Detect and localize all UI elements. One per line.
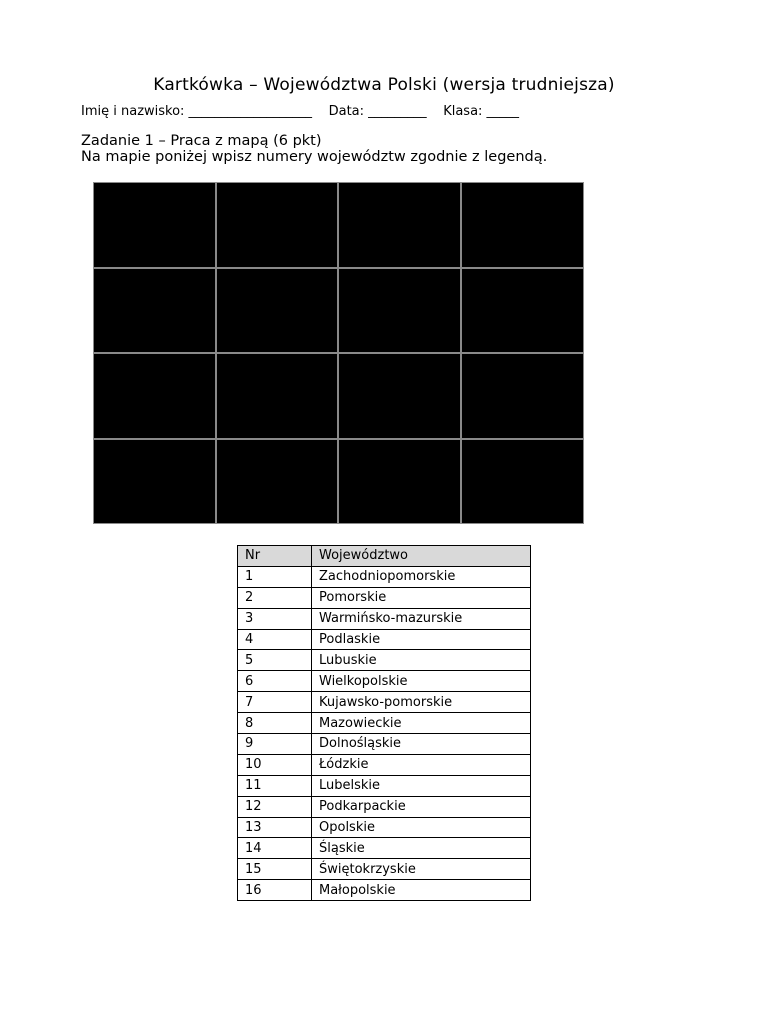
cell-voivodeship: Warmińsko-mazurskie [312,608,531,629]
cell-number: 5 [238,650,312,671]
column-header-nr: Nr [238,546,312,567]
map-area [93,182,584,524]
cell-voivodeship: Lubuskie [312,650,531,671]
table-row [238,587,531,608]
cell-number: 3 [238,608,312,629]
cell-number: 8 [238,713,312,734]
table-row [238,713,531,734]
cell-number: 12 [238,796,312,817]
task-title: Zadanie 1 – Praca z mapą (6 pkt) [81,133,322,149]
table-row [238,838,531,859]
cell-voivodeship: Śląskie [312,838,531,859]
table-row [238,817,531,838]
column-header-voivodeship: Województwo [312,546,531,567]
table-row [238,608,531,629]
table-row [238,880,531,901]
cell-voivodeship: Podlaskie [312,629,531,650]
cell-number: 6 [238,671,312,692]
table-row [238,671,531,692]
student-info-line [81,104,519,119]
cell-number: 14 [238,838,312,859]
cell-voivodeship: Lubelskie [312,775,531,796]
class-field: Klasa: _____ [443,104,520,119]
cell-number: 13 [238,817,312,838]
table-row [238,734,531,755]
page-title: Kartkówka – Województwa Polski (wersja trudniejsza) [153,75,615,95]
cell-voivodeship: Zachodniopomorskie [312,566,531,587]
map-grid-line [94,267,583,269]
cell-number: 9 [238,734,312,755]
date-field: Data: _________ [328,104,427,119]
cell-voivodeship: Podkarpackie [312,796,531,817]
cell-voivodeship: Kujawsko-pomorskie [312,692,531,713]
cell-voivodeship: Łódzkie [312,754,531,775]
map-grid-line [94,352,583,354]
cell-number: 1 [238,566,312,587]
cell-number: 7 [238,692,312,713]
name-field: Imię i nazwisko: ___________________ [81,104,313,119]
cell-number: 16 [238,880,312,901]
table-row [238,629,531,650]
table-row [238,754,531,775]
cell-voivodeship: Dolnośląskie [312,734,531,755]
map-grid-line [94,438,583,440]
cell-number: 10 [238,754,312,775]
cell-voivodeship: Pomorskie [312,587,531,608]
cell-voivodeship: Mazowieckie [312,713,531,734]
table-row [238,566,531,587]
task-instruction: Na mapie poniżej wpisz numery województw zgodnie z legendą. [81,149,548,165]
cell-voivodeship: Opolskie [312,817,531,838]
cell-voivodeship: Małopolskie [312,880,531,901]
cell-number: 4 [238,629,312,650]
cell-number: 11 [238,775,312,796]
table-header-row [238,546,531,567]
cell-voivodeship: Świętokrzyskie [312,859,531,880]
table-row [238,775,531,796]
cell-voivodeship: Wielkopolskie [312,671,531,692]
table-row [238,796,531,817]
legend-table [237,545,531,901]
cell-number: 2 [238,587,312,608]
cell-number: 15 [238,859,312,880]
table-row [238,650,531,671]
table-row [238,692,531,713]
table-row [238,859,531,880]
